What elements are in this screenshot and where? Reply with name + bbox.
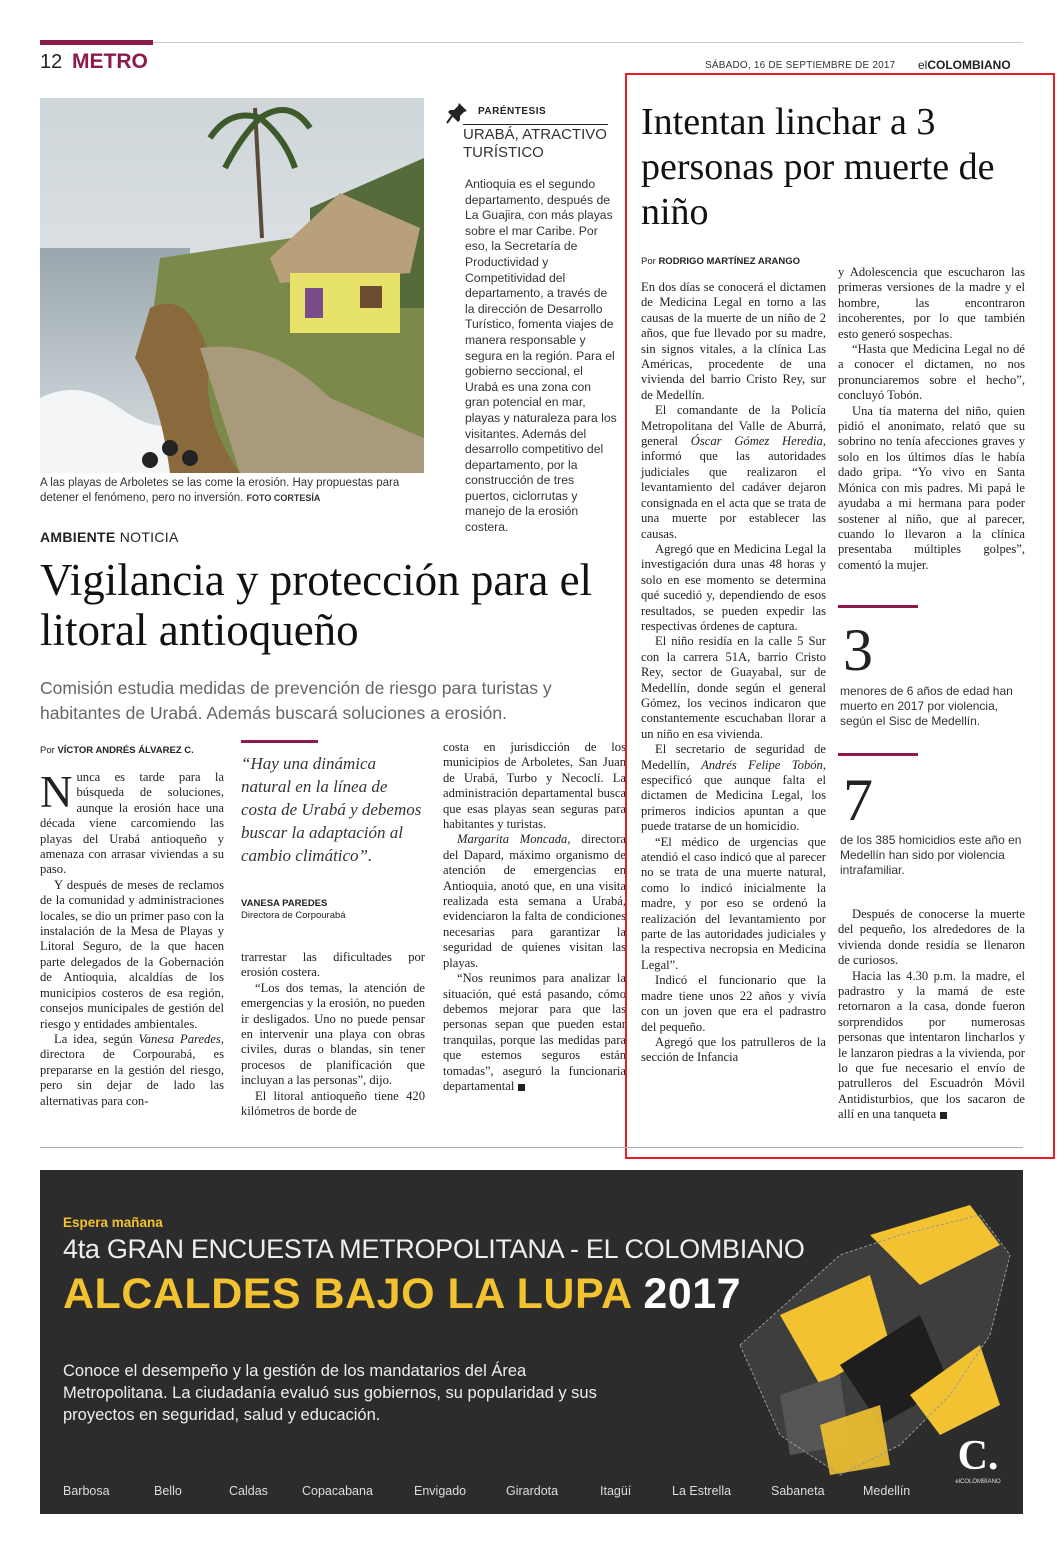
article-headline: Intentan linchar a 3 personas por muerte de niño xyxy=(641,101,995,233)
advertisement[interactable] xyxy=(40,1170,1023,1514)
section-color-bar xyxy=(40,40,153,45)
byline-prefix: Por xyxy=(40,745,55,756)
byline-author: RODRIGO MARTÍNEZ ARANGO xyxy=(658,256,801,267)
text-run: El comandante de la Policía Metropolitana del Valle de Aburrá, general xyxy=(641,403,826,449)
article-headline: Vigilancia y protección para el litoral antioqueño xyxy=(40,555,593,655)
pushpin-icon xyxy=(445,101,469,125)
paragraph xyxy=(641,742,826,834)
text-run: Hacia las 4.30 p.m. la madre, el padrastro y la mamá de este retornaron a la casa, donde fueron sorprendidos por numerosas personas que intentaron lincharlos y le lanzaron piedras a la vivienda, por lo que fue necesario el envío de patrulleros del Escuadrón Móvil Antidisturbios, que los sacaron de allí en una tanqueta xyxy=(838,968,1025,1122)
stat-number: 7 xyxy=(843,767,873,833)
article-column-3 xyxy=(443,740,626,1094)
quote-author: VANESA PAREDES xyxy=(241,898,328,909)
article-subheadline: Comisión estudia medidas de prevención de riesgo para turistas y habitantes de Urabá. Además buscará soluciones a erosión. xyxy=(40,678,552,723)
byline-author: VÍCTOR ANDRÉS ÁLVAREZ C. xyxy=(57,745,194,756)
stat-number: 3 xyxy=(843,617,873,683)
quote-author-role: Directora de Corpourabá xyxy=(241,910,346,921)
town-label: Medellín xyxy=(863,1484,911,1498)
paragraph: unca es tarde para la búsqueda de soluciones, aunque la erosión hace una década viene carcomiendo las playas del Urabá antioqueño y amenaza con arrasar viviendas a su paso. xyxy=(40,770,224,877)
paragraph: Una tía materna del niño, quien pidió el anonimato, relató que su sobrino no tenía afecciones graves y solo en los últimos días le había dado gripa. “Yo vivo en Santa Mónica con mis padres. Mi papá le ayudaba a mi hermana para poder sostener al niño, que al parecer, cuando lo llevaron a la clínica presentaba múltiples golpes”, comentó la mujer. xyxy=(838,403,1025,572)
logo-letter: C. xyxy=(957,1433,999,1479)
caption-text: A las playas de Arboletes se las come la erosión. Hay propuestas para detener el fenómeno, pero no inversión. xyxy=(40,477,400,504)
paragraph xyxy=(641,403,826,542)
paragraph: El litoral antioqueño tiene 420 kilómetros de borde de xyxy=(241,1088,425,1119)
paragraph xyxy=(838,969,1025,1123)
pull-quote: “Hay una dinámica natural en la línea de costa de Urabá y debemos buscar la adaptación al cambio climático”. xyxy=(241,754,422,865)
logo-text: elCOLOMBIANO xyxy=(955,1479,1001,1485)
sidebar-title: URABÁ, ATRACTIVO TURÍSTICO xyxy=(463,126,607,161)
person-name: Vanesa Paredes xyxy=(138,1031,221,1046)
person-name: Óscar Gómez Heredia xyxy=(690,434,823,449)
brand-prefix: el xyxy=(918,58,928,72)
text-run: , directora de Corpourabá, es prepararse en la gestión del riesgo, pero sin dejar de lado las alternativas para con- xyxy=(40,1031,224,1108)
article-column-1 xyxy=(641,280,826,1066)
text-run: La idea, según xyxy=(54,1031,139,1046)
header-rule xyxy=(153,42,1023,43)
town-label: Sabaneta xyxy=(771,1484,825,1498)
sidebar-rule xyxy=(463,124,608,125)
text-run: El secretario de seguridad de Medellín, xyxy=(641,742,826,772)
paragraph: El niño residía en la calle 5 Sur con la carrera 51A, barrio Cristo Rey, sector de Guayabal, sur de Medellín, donde según el general Gómez, los vecinos indicaron que constantemente escuchaban llorar a un niño en esa vivienda. xyxy=(641,634,826,741)
town-label: Barbosa xyxy=(63,1484,110,1498)
ad-kicker: Espera mañana xyxy=(63,1215,163,1230)
article-byline xyxy=(641,256,800,267)
paragraph: costa en jurisdicción de los municipios de Arboletes, San Juan de Urabá, Turbo y Necoclí. La administración departamental busca que esas playas sean seguras para habitantes y turistas. xyxy=(443,740,626,832)
paragraph xyxy=(443,971,626,1094)
person-name: Margarita Moncada xyxy=(457,832,568,847)
text-run: , directora del Dapard, máximo organismo de atención de emergencias en Antioquia, anotó que, en una visita realizada esta semana a Urabá, evidenciaron la falta de condiciones necesarias para garantizar la seguridad de quienes visitan las playas. xyxy=(443,832,626,970)
brand-name: COLOMBIANO xyxy=(927,58,1011,72)
paragraph: Después de conocerse la muerte del pequeño, los alrededores de la vivienda donde residía se llenaron de curiosos. xyxy=(838,907,1025,968)
kicker-section: AMBIENTE xyxy=(40,529,116,545)
text-run: , informó que las autoridades judiciales que realizaron el levantamiento del cadáver dejaron consignada en el acta que se trata de una muerte por establecer las causas. xyxy=(641,434,826,541)
byline-prefix: Por xyxy=(641,256,656,267)
page-rule xyxy=(40,1147,1023,1148)
ad-headline-2 xyxy=(63,1270,741,1319)
ad-description: Conoce el desempeño y la gestión de los mandatarios del Área Metropolitana. La ciudadanía evaluó sus gobiernos, su popularidad y sus proyectos en seguridad, salud y educación. xyxy=(63,1362,597,1424)
paragraph xyxy=(40,1032,224,1109)
paragraph: En dos días se conocerá el dictamen de Medicina Legal en torno a las causas de la muerte de un niño de 2 años, que fue llevado por su madre, sin signos vitales, a la clínica Las Américas, procedente de una vivienda del barrio Cristo Rey, sur de Medellín. xyxy=(641,280,826,402)
paragraph: trarrestar las dificultades por erosión costera. xyxy=(241,950,425,980)
newspaper-brand xyxy=(918,58,1011,72)
text-run: , especificó que aunque falta el dictamen de Medicina Legal, los primeros indicios apuntan a que puede tratarse de un homicidio. xyxy=(641,757,826,834)
photo-caption xyxy=(40,476,430,506)
dropcap: N xyxy=(40,767,73,817)
sidebar-label: PARÉNTESIS xyxy=(478,106,547,117)
town-label: Copacabana xyxy=(302,1484,373,1498)
town-label: Bello xyxy=(154,1484,182,1498)
paragraph: Indicó el funcionario que la madre tiene unos 22 años y vivía con un joven que era el padrastro del pequeño. xyxy=(641,973,826,1034)
stat-description: menores de 6 años de edad han muerto en 2017 por violencia, según el Sisc de Medellín. xyxy=(840,684,1013,728)
article-kicker xyxy=(40,529,179,545)
stat-accent-bar xyxy=(838,753,918,756)
person-name: Andrés Felipe Tobón xyxy=(701,757,823,772)
page-number: 12 xyxy=(40,51,63,73)
paragraph: y Adolescencia que escucharon las primeras versiones de la madre y el hombre, las encontraron incoherentes, por lo que también esto generó sospechas. xyxy=(838,265,1025,341)
beach-erosion-photo xyxy=(40,98,424,473)
paragraph: Agregó que los patrulleros de la sección de Infancia xyxy=(641,1034,826,1065)
town-label: Envigado xyxy=(414,1484,467,1498)
kicker-type: NOTICIA xyxy=(119,529,179,545)
article-column-2 xyxy=(838,265,1025,573)
article-column-2 xyxy=(241,950,425,1119)
ad-headline-1: 4ta GRAN ENCUESTA METROPOLITANA - EL COLOMBIANO xyxy=(63,1234,805,1264)
article-column-1 xyxy=(40,767,224,1109)
paragraph xyxy=(443,832,626,971)
town-label: Caldas xyxy=(229,1484,268,1498)
quote-accent-bar xyxy=(241,740,318,743)
article-byline xyxy=(40,745,194,756)
stat-description: de los 385 homicidios este año en Medellín han sido por violencia intrafamiliar. xyxy=(840,833,1022,877)
stat-accent-bar xyxy=(838,605,918,608)
paragraph: Agregó que en Medicina Legal la investigación dura unas 48 horas y solo en ese momento se determina qué sucedió y, dependiendo de esos resultados, se pueden expedir las respectivas órdenes de captura. xyxy=(641,541,826,633)
town-label: Itagüí xyxy=(600,1484,632,1498)
ad-headline-main: ALCALDES BAJO LA LUPA xyxy=(63,1270,631,1318)
photo-credit: FOTO CORTESÍA xyxy=(246,493,321,503)
end-mark-icon xyxy=(940,1112,947,1119)
paragraph: Y después de meses de reclamos de la comunidad y administraciones locales, se dio un primer paso con la instalación de la Mesa de Playas y Litoral Seguro, de la que hacen parte delegados de la Gobernación de Antioquia, alcaldías de los municipios costeros de esa región, consejos municipales de gestión del riesgo y entidades ambientales. xyxy=(40,877,224,1031)
end-mark-icon xyxy=(518,1084,525,1091)
paragraph: “Los dos temas, la atención de emergencias y la erosión, no pueden ir desligados. Uno no puede pensar en intervenir una playa con obras civiles, duras o blandas, sin tener procesos de planificación que incluyan a las personas”, dijo. xyxy=(241,980,425,1088)
article-column-3 xyxy=(838,907,1025,1123)
paragraph: “El médico de urgencias que atendió el caso indicó que al parecer no se trata de una muerte natural, como lo indicó inicialmente la madre, y por eso se ordenó la realización del levantamiento por parte de las autoridades judiciales y la respectiva necropsia en Medicina Legal”. xyxy=(641,834,826,972)
town-label: Girardota xyxy=(506,1484,559,1498)
el-colombiano-logo xyxy=(950,1435,1006,1495)
issue-date: SÁBADO, 16 DE SEPTIEMBRE DE 2017 xyxy=(705,60,896,71)
town-label: La Estrella xyxy=(672,1484,732,1498)
paragraph: “Hasta que Medicina Legal no dé a conocer el dictamen, no nos pronunciaremos sobre el hecho”, concluyó Tobón. xyxy=(838,342,1025,403)
section-name: METRO xyxy=(72,50,148,73)
text-run: “Nos reunimos para analizar la situación, qué está pasando, cómo debemos mejorar para que las personas sepan que pueden estar tranquilas, porque las medidas para que estemos seguros están tomadas”, aseguró la funcionaria departamental xyxy=(443,971,626,1093)
sidebar-body: Antioquia es el segundo departamento, después de La Guajira, con más playas sobre el mar Caribe. Por eso, la Secretaría de Productividad y Competitividad del departamento, a través de la dirección de Desarrollo Turístico, fomenta viajes de manera responsable y segura en la región. Para el gobierno seccional, el Urabá es una zona con gran potencial en mar, playas y naturaleza para los visitantes. Además del desarrollo competitivo del departamento, por la construcción de tres puertos, ciclorrutas y manejo de la erosión costera. xyxy=(465,177,617,535)
ad-year: 2017 xyxy=(643,1270,742,1318)
